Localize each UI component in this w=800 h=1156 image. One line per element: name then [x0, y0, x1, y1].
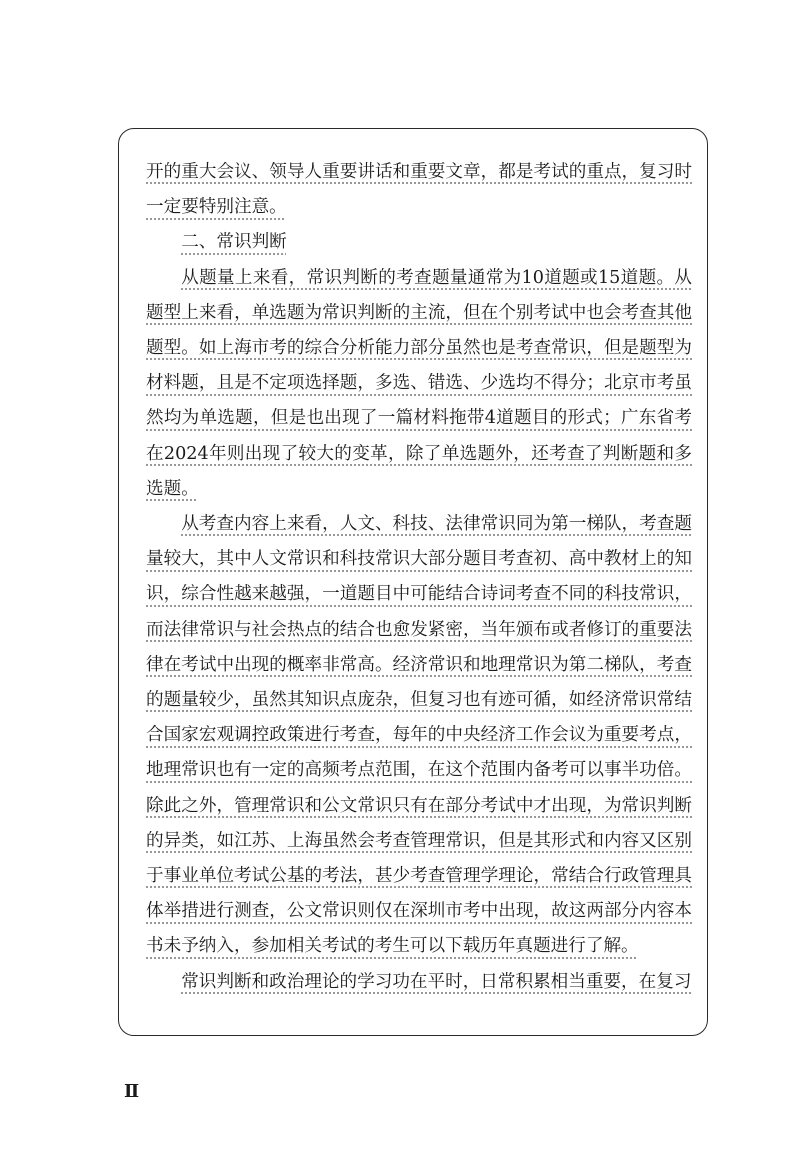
study-advice-paragraph: 常识判断和政治理论的学习功在平时，日常积累相当重要，在复习	[181, 971, 692, 992]
section-heading: 二、常识判断	[181, 232, 287, 253]
question-volume-paragraph: 从题量上来看，常识判断的考查题量通常为10道题或15道题。从题型上来看，单选题为常识判断的主流，但在个别考试中也会考查其他题型。如上海市考的综合分析能力部分虽然也是考查常识，但是题型为材料题，且是不定项选择题，多选、错选、少选均不得分；北京市考虽然均为单选题，但是也出现了一篇材料拖带4道题目的形式；广东省考在2024年则出现了较大的变革，除了单选题外，还考查了判断题和多选题。	[146, 267, 692, 499]
intro-continuation-paragraph: 开的重大会议、领导人重要讲话和重要文章，都是考试的重点，复习时一定要特别注意。	[146, 162, 692, 218]
content-scope-paragraph: 从考查内容上来看，人文、科技、法律常识同为第一梯队，考查题量较大，其中人文常识和科技常识大部分题目考查初、高中教材上的知识，综合性越来越强，一道题目中可能结合诗词考查不同的科技常识，而法律常识与社会热点的结合也愈发紧密，当年颁布或者修订的重要法律在考试中出现的概率非常高。经济常识和地理常识为第二梯队，考查的题量较少，虽然其知识点庞杂，但复习也有迹可循，如经济常识常结合国家宏观调控政策进行考查，每年的中央经济工作会议为重要考点，地理常识也有一定的高频考点范围，在这个范围内备考可以事半功倍。除此之外，管理常识和公文常识只有在部分考试中才出现，为常识判断的异类，如江苏、上海虽然会考查管理常识，但是其形式和内容又区别于事业单位考试公基的考法，甚少考查管理学理论，常结合行政管理具体举措进行测查，公文常识则仅在深圳市考中出现，故这两部分内容本书未予纳入，参加相关考试的考生可以下载历年真题进行了解。	[146, 514, 692, 957]
page-body	[146, 155, 692, 1000]
page-number: Ⅱ	[124, 1081, 139, 1101]
